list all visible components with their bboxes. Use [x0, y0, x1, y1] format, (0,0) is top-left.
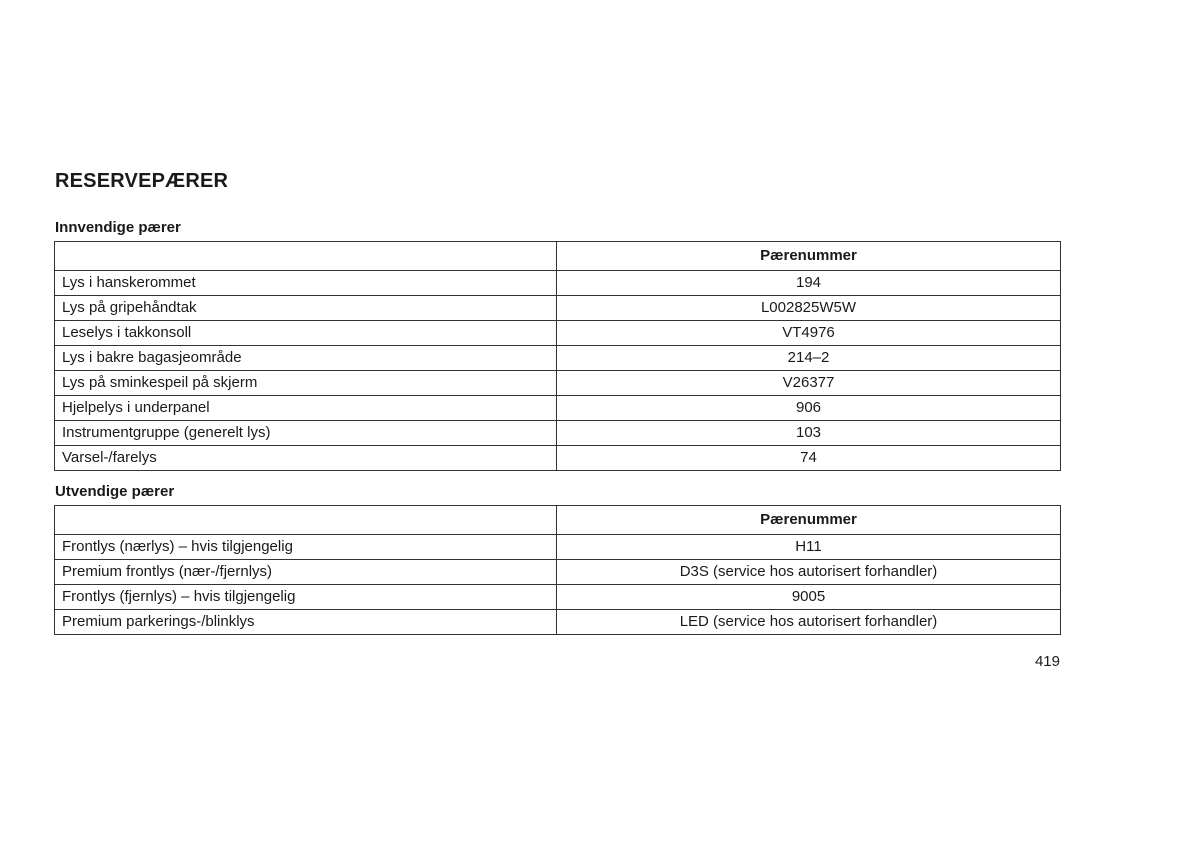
table-row: [55, 535, 1061, 560]
bulb-number: V26377: [557, 371, 1061, 396]
table-row: [55, 396, 1061, 421]
bulb-number: 906: [557, 396, 1061, 421]
page-title: RESERVEPÆRER: [55, 170, 229, 192]
bulb-number: LED (service hos autorisert forhandler): [557, 610, 1061, 635]
exterior-bulbs-table: [54, 505, 1061, 635]
bulb-number: 74: [557, 446, 1061, 471]
bulb-location: Varsel-/farelys: [55, 446, 557, 471]
bulb-location: Lys i hanskerommet: [55, 271, 557, 296]
bulb-location: Frontlys (nærlys) – hvis tilgjengelig: [55, 535, 557, 560]
table-header-row: [55, 506, 1061, 535]
table-row: [55, 560, 1061, 585]
bulb-number: 194: [557, 271, 1061, 296]
bulb-number: VT4976: [557, 321, 1061, 346]
bulb-number: 9005: [557, 585, 1061, 610]
interior-bulbs-heading: Innvendige pærer: [55, 219, 181, 236]
column-header-blank: [55, 506, 557, 535]
bulb-number: L002825W5W: [557, 296, 1061, 321]
table-row: [55, 346, 1061, 371]
bulb-location: Instrumentgruppe (generelt lys): [55, 421, 557, 446]
table-header-row: [55, 242, 1061, 271]
table-row: [55, 321, 1061, 346]
column-header-bulb-number: Pærenummer: [557, 242, 1061, 271]
page-number: 419: [1034, 653, 1060, 670]
column-header-blank: [55, 242, 557, 271]
table-row: [55, 371, 1061, 396]
table-row: [55, 610, 1061, 635]
bulb-number: 214–2: [557, 346, 1061, 371]
interior-bulbs-table: [54, 241, 1061, 471]
table-row: [55, 446, 1061, 471]
bulb-number: H11: [557, 535, 1061, 560]
table-row: [55, 421, 1061, 446]
bulb-number: 103: [557, 421, 1061, 446]
bulb-location: Hjelpelys i underpanel: [55, 396, 557, 421]
exterior-bulbs-heading: Utvendige pærer: [55, 483, 175, 500]
bulb-number: D3S (service hos autorisert forhandler): [557, 560, 1061, 585]
table-row: [55, 585, 1061, 610]
column-header-bulb-number: Pærenummer: [557, 506, 1061, 535]
table-row: [55, 271, 1061, 296]
bulb-location: Leselys i takkonsoll: [55, 321, 557, 346]
bulb-location: Lys på gripehåndtak: [55, 296, 557, 321]
bulb-location: Premium parkerings-/blinklys: [55, 610, 557, 635]
table-row: [55, 296, 1061, 321]
bulb-location: Lys på sminkespeil på skjerm: [55, 371, 557, 396]
bulb-location: Lys i bakre bagasjeområde: [55, 346, 557, 371]
bulb-location: Frontlys (fjernlys) – hvis tilgjengelig: [55, 585, 557, 610]
bulb-location: Premium frontlys (nær-/fjernlys): [55, 560, 557, 585]
